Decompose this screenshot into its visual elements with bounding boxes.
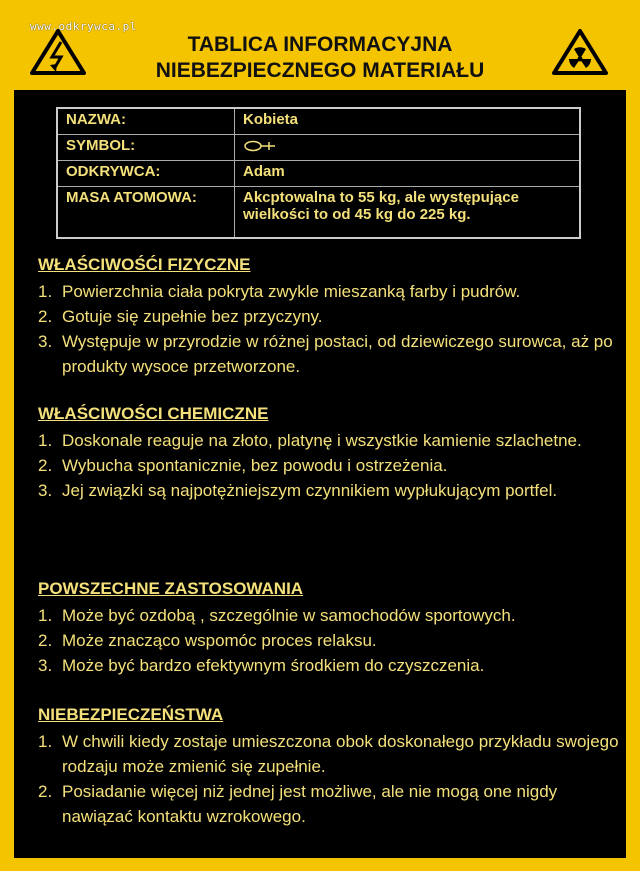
item-number: 1.	[38, 606, 53, 625]
item-number: 2.	[38, 307, 53, 326]
section-heading: NIEBEZPIECZEŃSTWA	[38, 705, 224, 724]
info-row-discoverer	[57, 161, 580, 187]
list-item	[38, 603, 628, 628]
watermark: www.odkrywca.pl	[30, 20, 137, 33]
list-item	[38, 304, 628, 329]
info-label: ODKRYWCA:	[57, 161, 235, 187]
item-number: 2.	[38, 456, 53, 475]
item-text: Występuje w przyrodzie w różnej postaci, od dziewiczego surowca, aż po produkty wysoce przetworzone.	[62, 332, 613, 376]
info-row-symbol	[57, 135, 580, 161]
title-line-2: NIEBEZPIECZNEGO MATERIAŁU	[155, 59, 485, 82]
item-text: Posiadanie więcej niż jednej jest możliwe, ale nie mogą one nigdy nawiązać kontaktu wzrokowego.	[62, 782, 558, 826]
info-row-name	[57, 108, 580, 135]
section-chemical	[38, 403, 628, 503]
info-value: Kobieta	[235, 108, 581, 135]
item-text: Może być bardzo efektywnym środkiem do czyszczenia.	[62, 656, 485, 675]
section-uses	[38, 578, 628, 678]
item-text: Powierzchnia ciała pokryta zwykle mieszanką farby i pudrów.	[62, 282, 521, 301]
key-symbol-icon	[243, 139, 283, 153]
info-label: MASA ATOMOWA:	[57, 187, 235, 239]
item-number: 1.	[38, 732, 53, 751]
list-item	[38, 478, 628, 503]
list-item	[38, 653, 628, 678]
item-text: Wybucha spontanicznie, bez powodu i ostrzeżenia.	[62, 456, 448, 475]
list-item	[38, 729, 628, 779]
list-item	[38, 428, 628, 453]
item-text: Gotuje się zupełnie bez przyczyny.	[62, 307, 323, 326]
item-number: 2.	[38, 782, 53, 801]
item-text: Może znacząco wspomóc proces relaksu.	[62, 631, 377, 650]
item-number: 3.	[38, 332, 53, 351]
item-text: Jej związki są najpotężniejszym czynnikiem wypłukującym portfel.	[62, 481, 558, 500]
section-list	[38, 729, 628, 829]
item-text: Może być ozdobą , szczególnie w samochodów sportowych.	[62, 606, 516, 625]
info-label: SYMBOL:	[57, 135, 235, 161]
list-item	[38, 279, 628, 304]
section-heading: WŁAŚCIWOŚCI CHEMICZNE	[38, 404, 269, 423]
sign-header	[0, 0, 640, 88]
info-value: Adam	[235, 161, 581, 187]
section-dangers	[38, 704, 628, 829]
list-item	[38, 329, 628, 379]
section-list	[38, 603, 628, 678]
title-line-1: TABLICA INFORMACYJNA	[187, 33, 453, 56]
item-number: 3.	[38, 481, 53, 500]
radiation-warning-icon	[552, 28, 608, 76]
item-text: Doskonale reaguje na złoto, platynę i wszystkie kamienie szlachetne.	[62, 431, 582, 450]
list-item	[38, 779, 628, 829]
sign-title	[112, 32, 528, 84]
section-list	[38, 279, 628, 379]
item-number: 1.	[38, 282, 53, 301]
info-table	[56, 107, 581, 239]
item-number: 2.	[38, 631, 53, 650]
info-row-atomic-mass	[57, 187, 580, 239]
section-heading: POWSZECHNE ZASTOSOWANIA	[38, 579, 304, 598]
high-voltage-warning-icon	[30, 28, 86, 76]
list-item	[38, 628, 628, 653]
list-item	[38, 453, 628, 478]
item-text: W chwili kiedy zostaje umieszczona obok doskonałego przykładu swojego rodzaju może zmienić się zupełnie.	[62, 732, 619, 776]
section-list	[38, 428, 628, 503]
info-value: Akcptowalna to 55 kg, ale występujące wielkości to od 45 kg do 225 kg.	[235, 187, 581, 239]
info-label: NAZWA:	[57, 108, 235, 135]
section-heading: WŁAŚCIWOŚĆI FIZYCZNE	[38, 255, 251, 274]
item-number: 3.	[38, 656, 53, 675]
section-physical	[38, 254, 628, 379]
item-number: 1.	[38, 431, 53, 450]
info-value	[235, 135, 581, 161]
